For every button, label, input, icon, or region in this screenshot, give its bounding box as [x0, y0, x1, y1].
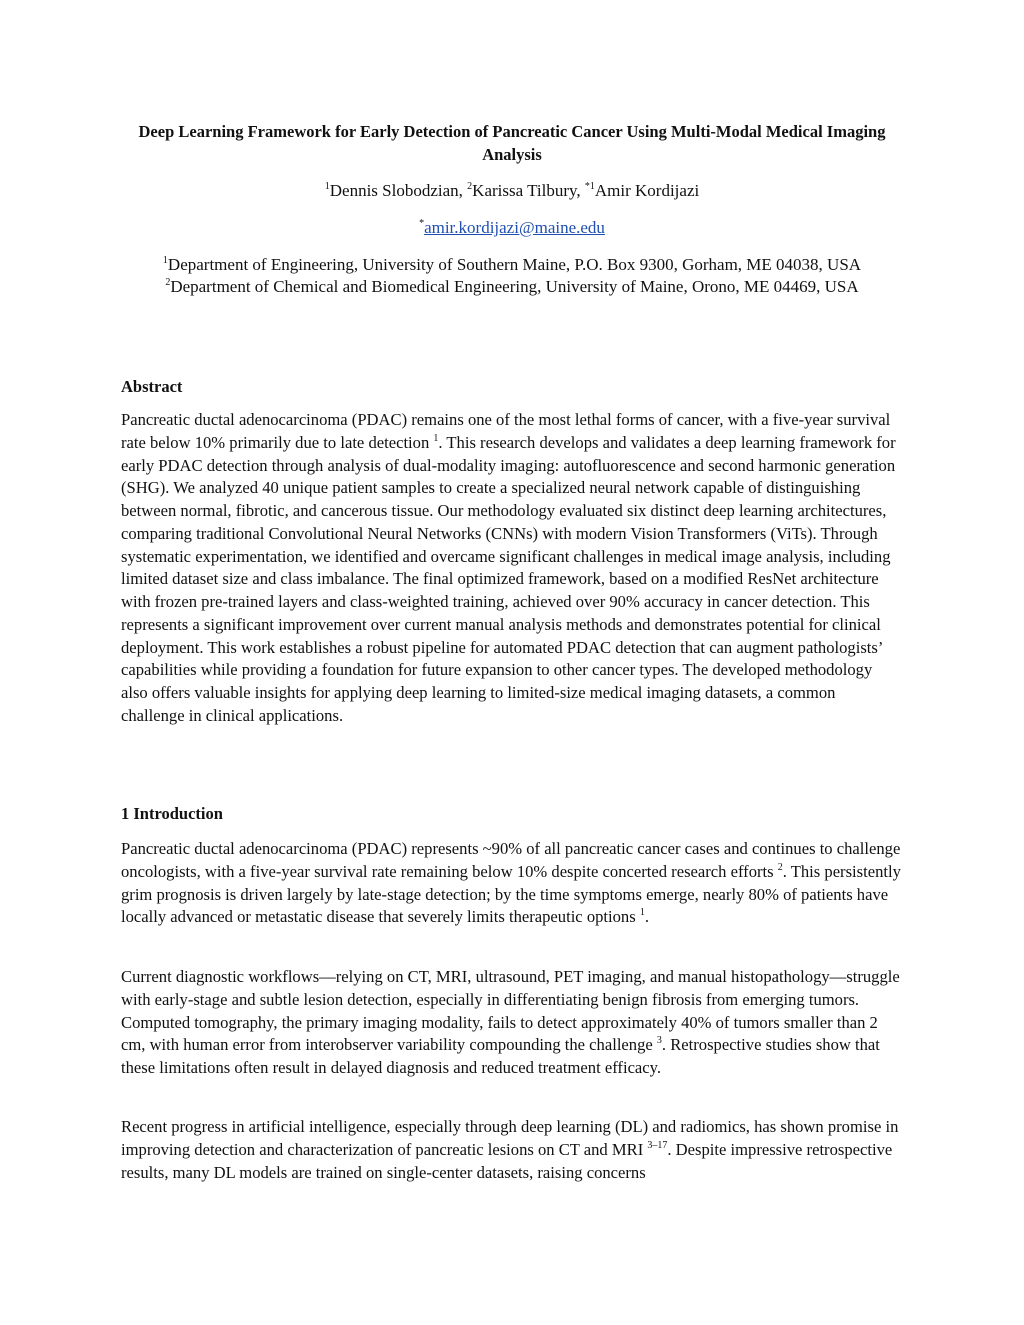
intro-p3-text-b: . Despite impressive retrospective results, many DL models are trained on single-center datasets, raising concerns: [121, 1139, 893, 1182]
abstract-paragraph: [121, 409, 903, 728]
intro-p1-text-a: Pancreatic ductal adenocarcinoma (PDAC) represents ~90% of all pancreatic cancer cases and continues to challenge oncologists, with a five-year survival rate remaining below 10% despite concerted research efforts: [121, 839, 901, 881]
author-2-name: Karissa Tilbury,: [472, 181, 585, 200]
intro-p2-text-a: Current diagnostic workflows—relying on CT, MRI, ultrasound, PET imaging, and manual histopathology—struggle with early-stage and subtle lesion detection, especially in differentiating benign fibrosis from emerging tumors. Computed tomography, the primary imaging modality, fails to detect approximately 40% of tumors smaller than 2 cm, with human error from interobserver variability compounding the challenge: [121, 967, 900, 1055]
introduction-heading: 1 Introduction: [121, 804, 223, 823]
author-3-name: Amir Kordijazi: [594, 181, 700, 200]
intro-p3-citation: 3–17: [647, 1139, 668, 1151]
corresponding-email: [0, 217, 1024, 239]
intro-p1-citation-a: 2: [777, 861, 783, 873]
affiliation-1-marker: 1: [162, 255, 168, 266]
affiliation-2-text: Department of Chemical and Biomedical Engineering, University of Maine, Orono, ME 04469, USA: [170, 277, 859, 296]
abstract-text-part-1: Pancreatic ductal adenocarcinoma (PDAC) remains one of the most lethal forms of cancer, with a five-year survival rate below 10% primarily due to late detection: [121, 410, 891, 452]
intro-p3-text-a: Recent progress in artificial intelligence, especially through deep learning (DL) and radiomics, has shown promise in improving detection and characterization of pancreatic lesions on CT and MRI: [121, 1117, 899, 1159]
affiliation-1: [0, 254, 1024, 276]
author-3-affiliation-marker: *1: [584, 181, 595, 192]
intro-p2-citation: 3: [656, 1035, 662, 1047]
intro-p1-citation-b: 1: [639, 907, 645, 919]
abstract-citation: 1: [433, 432, 439, 444]
email-link[interactable]: amir.kordijazi@maine.edu: [424, 218, 605, 237]
affiliation-2-marker: 2: [165, 277, 171, 288]
author-1-affiliation-marker: 1: [324, 181, 330, 192]
intro-paragraph-3: [121, 1116, 903, 1184]
affiliation-1-text: Department of Engineering, University of Southern Maine, P.O. Box 9300, Gorham, ME 04038, USA: [167, 255, 862, 274]
intro-p1-text-b: . This persistently grim prognosis is driven largely by late-stage detection; by the time symptoms emerge, nearly 80% of patients have locally advanced or metastatic disease that severely limits therapeutic options: [121, 861, 901, 927]
abstract-text-part-2: . This research develops and validates a deep learning framework for early PDAC detection through analysis of dual-modality imaging: autofluorescence and second harmonic generation (SHG). We analyzed 40 unique patient samples to create a specialized neural network capable of distinguishing between normal, fibrotic, and cancerous tissue. Our methodology evaluated six distinct deep learning architectures, comparing traditional Convolutional Neural Networks (CNNs) with modern Vision Transformers (ViTs). Through systematic experimentation, we identified and overcame significant challenges in medical image analysis, including limited dataset size and class imbalance. The final optimized framework, based on a modified ResNet architecture with frozen pre-trained layers and class-weighted training, achieved over 90% accuracy in cancer detection. This represents a significant improvement over current manual analysis methods and demonstrates potential for clinical deployment. This work establishes a robust pipeline for automated PDAC detection that can augment pathologists’ capabilities while providing a foundation for future expansion to other cancer types. The developed methodology also offers valuable insights for applying deep learning to limited-size medical imaging datasets, a common challenge in clinical applications.: [121, 432, 896, 725]
intro-p2-text-b: . Retrospective studies show that these limitations often result in delayed diagnosis and reduced treatment efficacy.: [121, 1035, 880, 1077]
paper-title: Deep Learning Framework for Early Detection of Pancreatic Cancer Using Multi-Modal Medical Imaging Analysis: [138, 122, 886, 164]
affiliations: [0, 254, 1024, 298]
author-2-affiliation-marker: 2: [467, 181, 473, 192]
intro-paragraph-1: [121, 838, 903, 929]
intro-paragraph-2: [121, 966, 903, 1080]
author-list: [0, 180, 1024, 202]
author-1-name: Dennis Slobodzian,: [329, 181, 468, 200]
affiliation-2: [0, 276, 1024, 298]
abstract-heading: Abstract: [121, 377, 183, 396]
intro-p1-text-c: .: [644, 907, 649, 927]
email-marker: *: [419, 218, 425, 229]
